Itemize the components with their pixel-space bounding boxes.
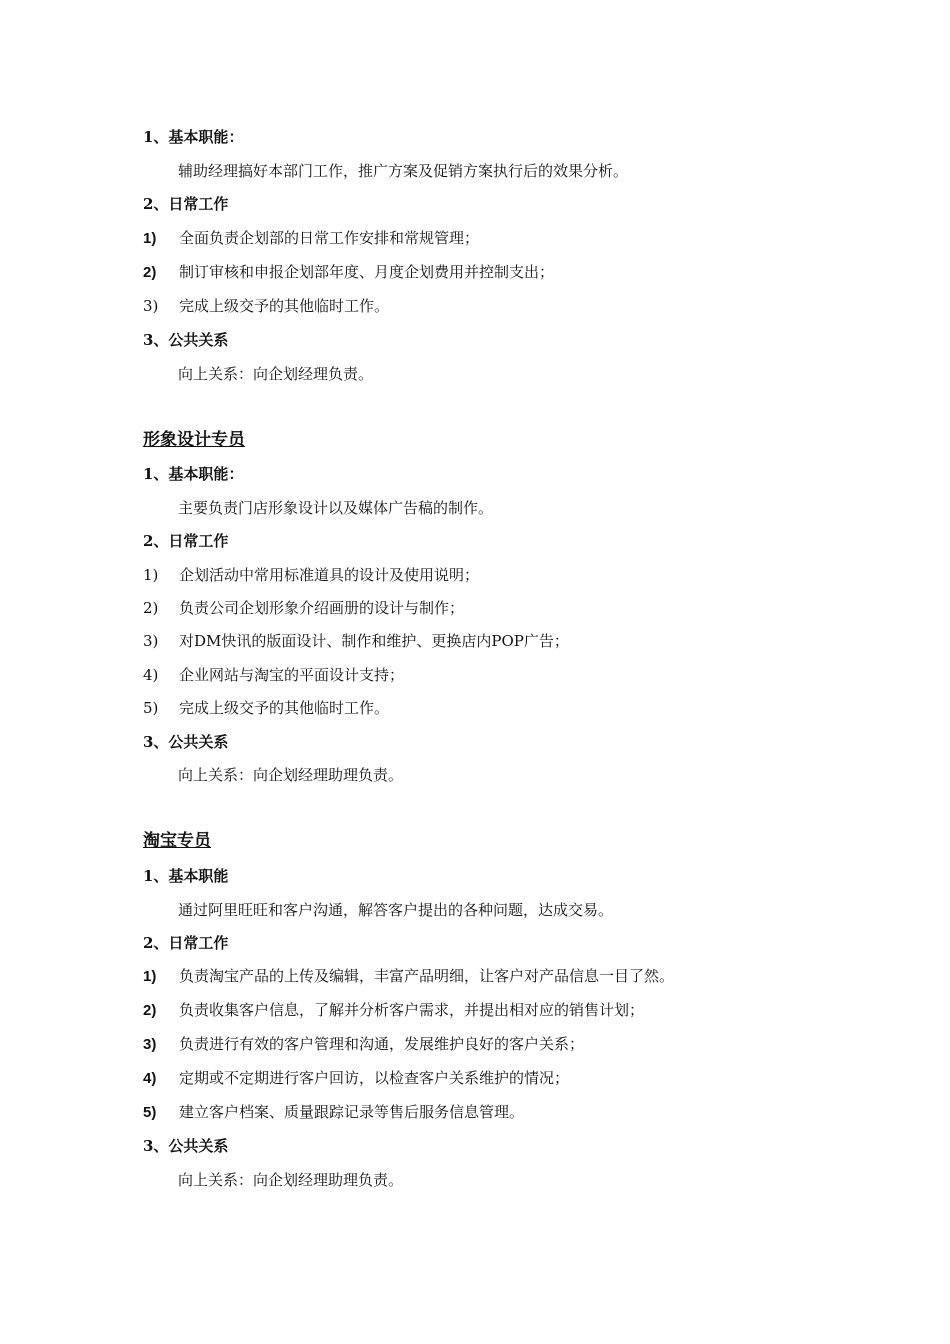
list-text: 完成上级交予的其他临时工作。 — [179, 699, 390, 717]
basic-duty-heading: 1、基本职能 — [143, 867, 229, 885]
list-number: 2) — [143, 599, 159, 617]
daily-work-heading: 2、日常工作 — [143, 195, 229, 213]
list-text: 完成上级交予的其他临时工作。 — [179, 297, 390, 315]
list-item — [143, 665, 404, 685]
basic-duty-text: 辅助经理搞好本部门工作，推广方案及促销方案执行后的效果分析。 — [178, 162, 629, 180]
daily-work-heading: 2、日常工作 — [143, 532, 229, 550]
list-item — [143, 631, 569, 651]
list-item — [143, 228, 479, 249]
list-text: 企业网站与淘宝的平面设计支持； — [179, 666, 405, 684]
list-number: 5) — [143, 1104, 157, 1121]
list-item — [143, 698, 389, 718]
list-item — [143, 598, 464, 618]
list-text: 全面负责企划部的日常工作安排和常规管理； — [179, 229, 480, 247]
list-number: 2) — [143, 1002, 157, 1019]
list-text: 负责收集客户信息，了解并分析客户需求，并提出相对应的销售计划； — [179, 1001, 645, 1019]
list-item — [143, 262, 554, 283]
list-text: 制订审核和申报企划部年度、月度企划费用并控制支出； — [179, 263, 555, 281]
list-text: 建立客户档案、质量跟踪记录等售后服务信息管理。 — [179, 1103, 525, 1121]
section-title: 淘宝专员 — [143, 831, 211, 851]
list-item — [143, 1102, 524, 1123]
public-relations-text: 向上关系：向企划经理负责。 — [178, 365, 374, 383]
list-item — [143, 565, 479, 585]
public-relations-heading: 3、公共关系 — [143, 1137, 229, 1155]
list-item — [143, 296, 389, 316]
list-number: 1) — [143, 230, 157, 247]
list-number: 4) — [143, 1070, 157, 1087]
list-item — [143, 1034, 584, 1055]
list-number: 3) — [143, 632, 159, 650]
list-number: 5) — [143, 699, 159, 717]
list-text: 企划活动中常用标准道具的设计及使用说明； — [179, 566, 480, 584]
list-item — [143, 1068, 569, 1089]
list-text: 负责公司企划形象介绍画册的设计与制作； — [179, 599, 465, 617]
daily-work-heading: 2、日常工作 — [143, 934, 229, 952]
list-number: 3) — [143, 1036, 157, 1053]
list-number: 2) — [143, 264, 157, 281]
list-item — [143, 966, 674, 987]
public-relations-text: 向上关系：向企划经理助理负责。 — [178, 766, 404, 784]
basic-duty-heading: 1、基本职能： — [143, 128, 244, 146]
list-text: 对DM快讯的版面设计、制作和维护、更换店内POP广告； — [179, 632, 569, 650]
basic-duty-text: 主要负责门店形象设计以及媒体广告稿的制作。 — [178, 499, 494, 517]
basic-duty-text: 通过阿里旺旺和客户沟通，解答客户提出的各种问题，达成交易。 — [178, 901, 614, 919]
list-number: 1) — [143, 968, 157, 985]
list-text: 定期或不定期进行客户回访，以检查客户关系维护的情况； — [179, 1069, 570, 1087]
public-relations-text: 向上关系：向企划经理助理负责。 — [178, 1171, 404, 1189]
section-title: 形象设计专员 — [143, 430, 245, 450]
list-number: 4) — [143, 666, 159, 684]
basic-duty-heading: 1、基本职能： — [143, 465, 244, 483]
list-text: 负责进行有效的客户管理和沟通，发展维护良好的客户关系； — [179, 1035, 585, 1053]
list-item — [143, 1000, 644, 1021]
public-relations-heading: 3、公共关系 — [143, 331, 229, 349]
list-number: 3) — [143, 297, 159, 315]
public-relations-heading: 3、公共关系 — [143, 733, 229, 751]
list-number: 1) — [143, 566, 159, 584]
list-text: 负责淘宝产品的上传及编辑，丰富产品明细，让客户对产品信息一目了然。 — [179, 967, 675, 985]
